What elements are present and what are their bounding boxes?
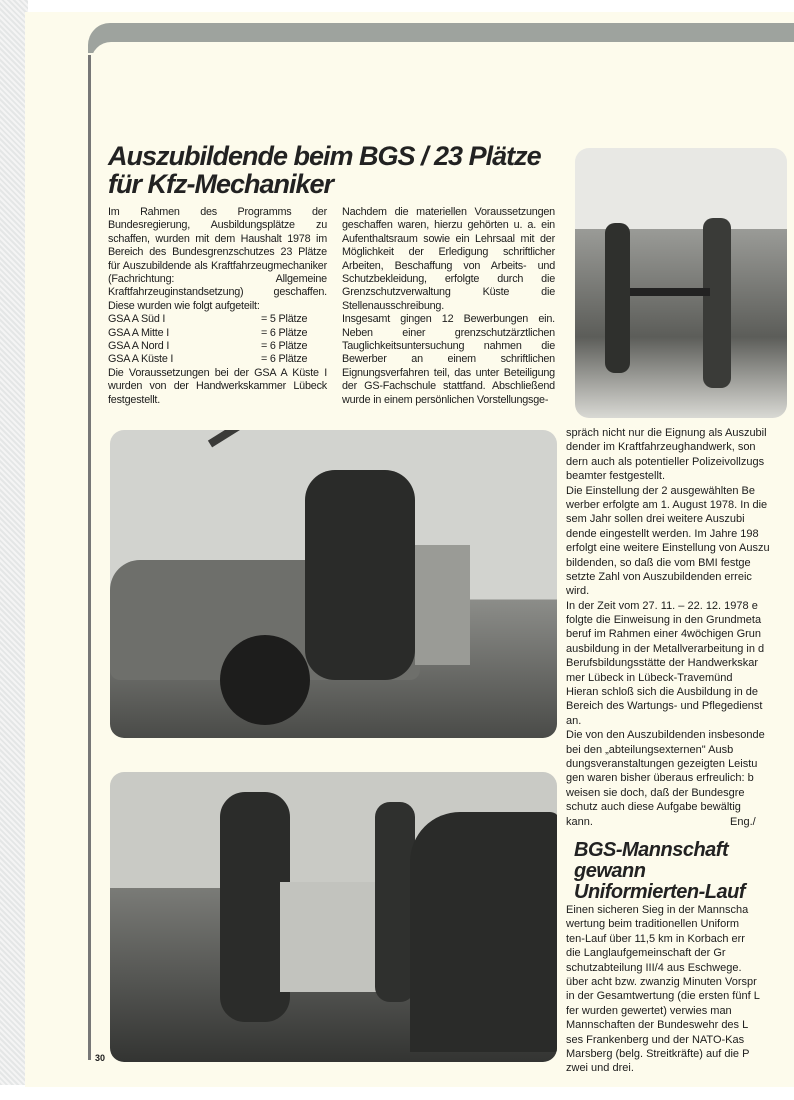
person-figure [605,223,630,373]
margin-rule [88,55,91,1060]
title-line: BGS-Mannschaft [574,840,729,861]
title-line: Uniformierten-Lauf [574,881,745,903]
text-line: die Langlaufgemeinschaft der Gr [566,947,726,960]
car-hood [208,430,348,447]
car-wheel [220,635,310,725]
text-line: in der Gesamtwertung (die ersten fünf L [566,990,760,1003]
text-line: weisen sie doch, daß der Bundesgre [566,786,745,799]
allocation-row [108,327,327,340]
title-line: gewann [574,860,646,882]
text-line: Hieran schloß sich die Ausbildung in de [566,686,759,699]
text-line: über acht bzw. zwanzig Minuten Vorspr [566,975,757,988]
text-line: Bereich des Wartungs- und Pflegedienst [566,700,763,713]
scan-edge [0,0,28,1085]
text-line: bildenden, so daß die vom BMI festge [566,556,751,569]
paragraph: Nachdem die materiellen Voraussetzungen geschaffen waren, hierzu gehörten u. a. ein Aufenthaltsraum sowie ein Lehrsaal mit der Möglichkeit der Erledigung schriftlicher Arbeiten, Beschaffung von Arbeits- und Schutzbekleidung, erfolgte durch die Grenzschutzverwaltung Küste die Stellenausschreibung. [342,206,555,312]
person-figure [375,802,415,1002]
page-number: 30 [95,1053,106,1063]
text-line: kann. [566,815,593,828]
text-line: beamter festgestellt. [566,470,666,483]
text-line: ten-Lauf über 11,5 km in Korbach err [566,932,745,945]
text-line: Einen sicheren Sieg in der Mannscha [566,904,749,916]
mechanics-figures [305,470,415,680]
text-line: fer wurden gewertet) verwies man [566,1004,732,1017]
allocation-table [108,313,327,367]
test-equipment [415,545,470,665]
places-count: = 6 Plätze [261,340,308,353]
workbench [630,288,710,296]
text-line: beruf im Rahmen einer 4wöchigen Grun [566,628,762,641]
article-column-1 [108,206,327,407]
text-line: setzte Zahl von Auszubildenden erreic [566,570,752,583]
intro-paragraph: Im Rahmen des Programms der Bundesregierung, Ausbildungsplätze zu schaffen, wurden mit dem Haushalt 1978 im Bereich des Bundesgrenzschutzes 23 Plätze für Auszubildende als Kraftfahrzeugmechaniker (Fachrichtung: Allgemeine Kraftfahrzeuginstandsetzung) geschaffen. Diese wurden wie folgt aufgeteilt: [108,206,327,312]
text-line: Die Einstellung der 2 ausgewählten Be [566,484,755,497]
article-column-3 [566,426,784,829]
text-line: bei den „abteilungsexternen" Ausb [566,743,734,756]
photo-diagnostics [110,772,557,1062]
places-count: = 6 Plätze [261,326,308,339]
places-count: = 5 Plätze [261,313,308,326]
text-line: schutzabteilung III/4 aus Eschwege. [566,961,742,974]
text-line: sem Jahr sollen drei weitere Auszubi [566,513,745,526]
text-line: gen waren bisher überaus erfreulich: b [566,772,754,785]
text-line: In der Zeit vom 27. 11. – 22. 12. 1978 e [566,599,758,612]
person-figure [703,218,731,388]
unit-name: GSA A Nord I [108,340,170,353]
author-signature: Eng./ [730,816,756,828]
text-line: zwei und drei. [566,1062,634,1075]
test-equipment [280,882,390,992]
text-line: ses Frankenberg und der NATO-Kas [566,1033,745,1046]
text-line: erfolgt eine weitere Einstellung von Auszu [566,542,770,555]
unit-name: GSA A Süd I [108,313,166,326]
article2-title [574,840,784,903]
outro-paragraph: Die Voraussetzungen bei der GSA A Küste I wurden von der Handwerkskammer Lübeck festgestellt. [108,366,327,406]
text-line: Berufsbildungsstätte der Handwerkskar [566,657,758,670]
text-line: werber erfolgte am 1. August 1978. In die [566,498,768,511]
article-title: Auszubildende beim BGS / 23 Plätze für Kfz-Mechaniker [108,141,541,199]
allocation-row [108,340,327,353]
text-line: Marsberg (belg. Streitkräfte) auf die P [566,1047,750,1060]
text-line: wird. [566,585,590,598]
text-line: mer Lübeck in Lübeck-Travemünd [566,671,733,684]
text-line: ausbildung in der Metallverarbeitung in d [566,642,765,655]
text-line: wertung beim traditionellen Uniform [566,918,740,931]
text-line: dungsveranstaltungen gezeigten Leistu [566,757,758,770]
text-line: spräch nicht nur die Eignung als Auszubil [566,427,767,439]
text-line: schutz auch diese Aufgabe bewältig [566,801,741,814]
text-line: dender im Kraftfahrzeughandwerk, son [566,441,756,454]
text-line: an. [566,714,582,727]
allocation-row [108,353,327,366]
header-band-inner [91,42,794,72]
places-count: = 6 Plätze [261,353,308,366]
article-column-2 [342,206,555,407]
text-line: Die von den Auszubildenden insbesonde [566,729,765,742]
text-line: dern auch als potentieller Polizeivollzugs [566,455,765,468]
photo-car-engine [110,430,557,738]
photo-workshop-apprentices [575,148,787,418]
car-body [410,812,557,1052]
text-line: Mannschaften der Bundeswehr des L [566,1019,749,1032]
text-line: dende eingestellt werden. Im Jahre 198 [566,527,759,540]
text-line: folgte die Einweisung in den Grundmeta [566,614,762,627]
allocation-row [108,313,327,326]
unit-name: GSA A Küste I [108,353,174,366]
paragraph: Insgesamt gingen 12 Bewerbungen ein. Neben einer grenzschutzärztlichen Tauglichkeitsuntersuchung nahmen die Bewerber an einem schriftlichen Eignungsverfahren teil, das unter Beteiligung der GS-Fachschule stattfand. Abschließend wurde in einem persönlichen Vorstellungsge- [342,313,555,406]
article2-body [566,903,784,1076]
unit-name: GSA A Mitte I [108,326,170,339]
